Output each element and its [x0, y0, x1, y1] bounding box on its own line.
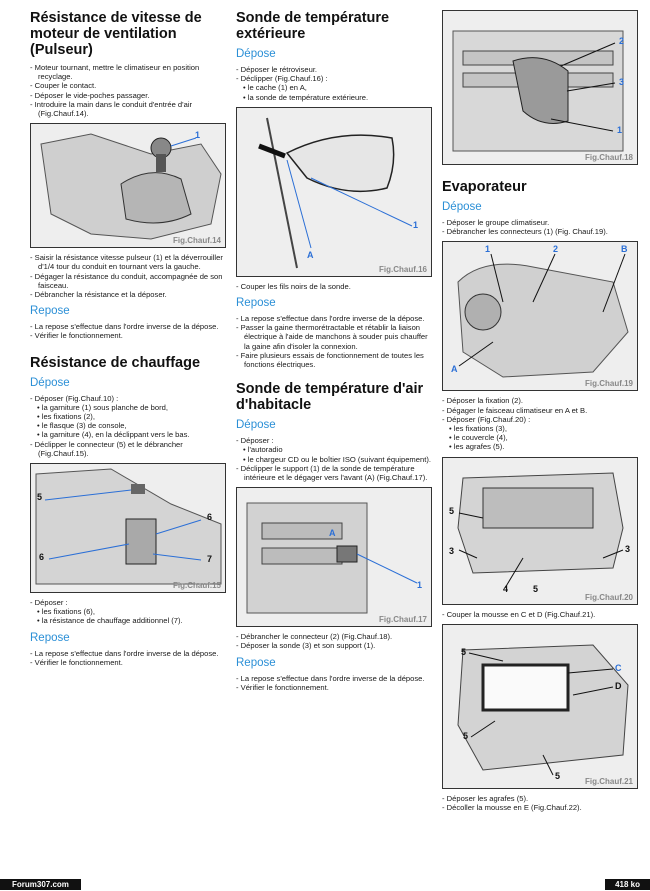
fig19-illustration [443, 242, 637, 390]
fig19-callout-a: A [451, 364, 458, 375]
fig19-callout-b: B [621, 244, 628, 255]
fig17-callout-a: A [329, 528, 336, 539]
step: • le chargeur CD ou le boîtier ISO (suivant équipement). [243, 454, 431, 464]
subheading-depose: Dépose [236, 48, 276, 60]
subheading-repose: Repose [236, 656, 276, 669]
fig19-caption: Fig.Chauf.19 [584, 379, 633, 389]
fig16-callout-a: A [307, 249, 314, 260]
step: • le couvercle (4), [449, 433, 508, 443]
step: - Déclipper (Fig.Chauf.16) : [236, 74, 328, 84]
fig21-caption: Fig.Chauf.21 [584, 776, 633, 786]
step: • les agrafes (5). [449, 442, 505, 452]
section-title-sonde-habitacle: Sonde de température d'air d'habitacle [236, 381, 424, 414]
section-title-pulseur: Résistance de vitesse de moteur de ventilation (Pulseur) [30, 10, 202, 58]
step: - La repose s'effectue dans l'ordre inverse de la dépose. [30, 322, 219, 332]
fig20-illustration [443, 458, 637, 604]
steps-evap-2 [442, 396, 638, 451]
fig20-callout-5: 5 [449, 505, 455, 516]
steps-repose-1 [30, 322, 226, 340]
fig15-illustration [31, 464, 225, 592]
step: - Débrancher les connecteurs (1) (Fig. Chauf.19). [442, 227, 608, 237]
column-3 [442, 8, 638, 812]
step: • le flasque (3) de console, [37, 421, 127, 431]
step: • la garniture (1) sous planche de bord, [37, 402, 168, 412]
steps-pulseur-1 [30, 63, 226, 118]
step: - Déposer la fixation (2). [442, 396, 524, 406]
figure-chauf-21 [442, 624, 638, 789]
fig21-callout-d: D [615, 680, 622, 691]
step: • la sonde de température extérieure. [243, 92, 369, 102]
fig18-illustration [443, 11, 637, 164]
step: - Déclipper le support (1) de la sonde de température intérieure et le dégager vers l'avant (A) (Fig.Chauf.17). [236, 463, 428, 483]
step: - Couper le contact. [30, 81, 97, 91]
steps-pulseur-2 [30, 253, 226, 299]
step: - Déclipper le connecteur (5) et le débrancher (Fig.Chauf.15). [30, 439, 183, 458]
column-1 [30, 8, 226, 667]
fig15-callout-6a: 6 [207, 512, 213, 523]
step: - Déposer : [236, 436, 274, 446]
fig19-callout-2: 2 [553, 244, 559, 255]
step: • la résistance de chauffage additionnel (7). [37, 616, 183, 626]
steps-sonde-ext-1 [236, 65, 432, 102]
fig18-callout-2: 2 [619, 36, 625, 46]
fig18-callout-3: 3 [619, 77, 625, 87]
subheading-depose: Dépose [236, 419, 276, 432]
step: - Décoller la mousse en E (Fig.Chauf.22). [442, 803, 582, 813]
step: - La repose s'effectue dans l'ordre inverse de la dépose. [236, 673, 425, 683]
subheading-depose: Dépose [30, 376, 70, 389]
step: - La repose s'effectue dans l'ordre inverse de la dépose. [30, 648, 219, 658]
fig21-callout-5b: 5 [463, 730, 469, 741]
fig16-caption: Fig.Chauf.16 [378, 264, 427, 274]
step: - Déposer le groupe climatiseur. [442, 218, 550, 227]
step: - Dégager le faisceau climatiseur en A et B. [442, 405, 588, 415]
page-footer [0, 879, 650, 891]
step: - La repose s'effectue dans l'ordre inverse de la dépose. [236, 314, 425, 324]
section-title-evaporateur: Evaporateur [442, 179, 527, 195]
fig19-callout-1: 1 [485, 244, 491, 255]
fig15-callout-6b: 6 [39, 552, 45, 563]
step: - Débrancher le connecteur (2) (Fig.Chauf.18). [236, 632, 393, 642]
fig14-callout-1: 1 [195, 130, 201, 141]
step: - Déposer la sonde (3) et son support (1). [236, 641, 376, 651]
steps-repose-4 [236, 674, 432, 692]
step: - Moteur tournant, mettre le climatiseur en position recyclage. [30, 63, 200, 82]
fig17-illustration [237, 488, 431, 626]
step: - Couper la mousse en C et D (Fig.Chauf.21). [442, 609, 596, 619]
steps-chauffage-2 [30, 598, 226, 626]
steps-repose-3 [236, 314, 432, 369]
step: - Déposer : [30, 598, 68, 608]
fig20-callout-3a: 3 [449, 545, 455, 556]
steps-chauffage-1 [30, 394, 226, 458]
step: • les fixations (2), [37, 412, 95, 422]
figure-chauf-18 [442, 10, 638, 165]
fig16-illustration [237, 108, 431, 276]
step: • les fixations (6), [37, 607, 95, 617]
fig16-callout-1: 1 [413, 219, 419, 230]
figure-chauf-20 [442, 457, 638, 605]
step: - Saisir la résistance vitesse pulseur (1) et la déverrouiller d'1/4 tour du conduit en tournant vers la gauche. [30, 253, 223, 272]
steps-evap-4 [442, 794, 638, 812]
step: - Faire plusieurs essais de fonctionnement de toutes les fonctions électriques. [236, 350, 424, 370]
step: • la garniture (4), en la déclippant vers le bas. [37, 430, 190, 440]
fig18-caption: Fig.Chauf.18 [584, 153, 633, 162]
fig20-callout-4: 4 [503, 583, 509, 594]
step: • les fixations (3), [449, 424, 507, 434]
fig17-callout-1: 1 [417, 580, 423, 591]
step: - Déposer le vide-poches passager. [30, 90, 150, 100]
fig21-illustration [443, 625, 637, 788]
section-title-sonde-exterieure: Sonde de température extérieure [236, 10, 390, 42]
subheading-repose: Repose [30, 305, 70, 318]
figure-chauf-14 [30, 123, 226, 248]
figure-chauf-15 [30, 463, 226, 593]
steps-sonde-hab-1 [236, 436, 432, 482]
footer-site: Forum307.com [0, 879, 81, 890]
steps-sonde-ext-2 [236, 282, 432, 291]
fig20-callout-3b: 3 [625, 543, 631, 554]
fig14-illustration [31, 124, 225, 247]
fig21-callout-c: C [615, 662, 622, 673]
step: • l'autoradio [243, 445, 283, 455]
steps-evap-1 [442, 218, 638, 236]
figure-chauf-17 [236, 487, 432, 627]
fig21-callout-5c: 5 [555, 770, 561, 781]
step: - Passer la gaine thermorétractable et rétablir la liaison électrique à l'aide de manchons à souder puis chauffer la gaine afin d'isoler la connexion. [236, 323, 428, 351]
subheading-repose: Repose [236, 297, 276, 310]
subheading-depose: Dépose [442, 201, 482, 213]
steps-evap-3 [442, 610, 638, 619]
figure-chauf-16 [236, 107, 432, 277]
subheading-repose: Repose [30, 631, 70, 644]
step: - Vérifier le fonctionnement. [30, 331, 123, 341]
step: - Déposer le rétroviseur. [236, 65, 318, 74]
column-2 [236, 8, 432, 692]
step: - Vérifier le fonctionnement. [236, 682, 329, 692]
fig17-caption: Fig.Chauf.17 [378, 615, 427, 625]
step: - Introduire la main dans le conduit d'entrée d'air (Fig.Chauf.14). [30, 99, 193, 119]
step: - Déposer (Fig.Chauf.20) : [442, 414, 531, 424]
footer-size: 418 ko [605, 879, 650, 890]
step: - Déposer (Fig.Chauf.10) : [30, 393, 119, 403]
fig20-caption: Fig.Chauf.20 [584, 592, 633, 602]
fig15-caption: Fig.Chauf.15 [172, 581, 221, 591]
fig15-callout-5: 5 [37, 492, 43, 503]
section-title-resistance-chauffage: Résistance de chauffage [30, 354, 201, 371]
figure-chauf-19 [442, 241, 638, 391]
step: - Vérifier le fonctionnement. [30, 657, 123, 667]
step: - Dégager la résistance du conduit, accompagnée de son faisceau. [30, 271, 223, 290]
step: - Couper les fils noirs de la sonde. [236, 281, 351, 291]
step: - Déposer les agrafes (5). [442, 793, 529, 803]
steps-repose-2 [30, 649, 226, 667]
fig14-caption: Fig.Chauf.14 [172, 236, 221, 246]
steps-sonde-hab-2 [236, 632, 432, 650]
step: - Débrancher la résistance et la déposer. [30, 290, 167, 300]
fig15-callout-7: 7 [207, 554, 213, 565]
fig18-callout-1: 1 [617, 125, 623, 135]
fig20-callout-5b: 5 [533, 583, 539, 594]
fig21-callout-5a: 5 [461, 646, 467, 657]
step: • le cache (1) en A, [243, 83, 307, 93]
